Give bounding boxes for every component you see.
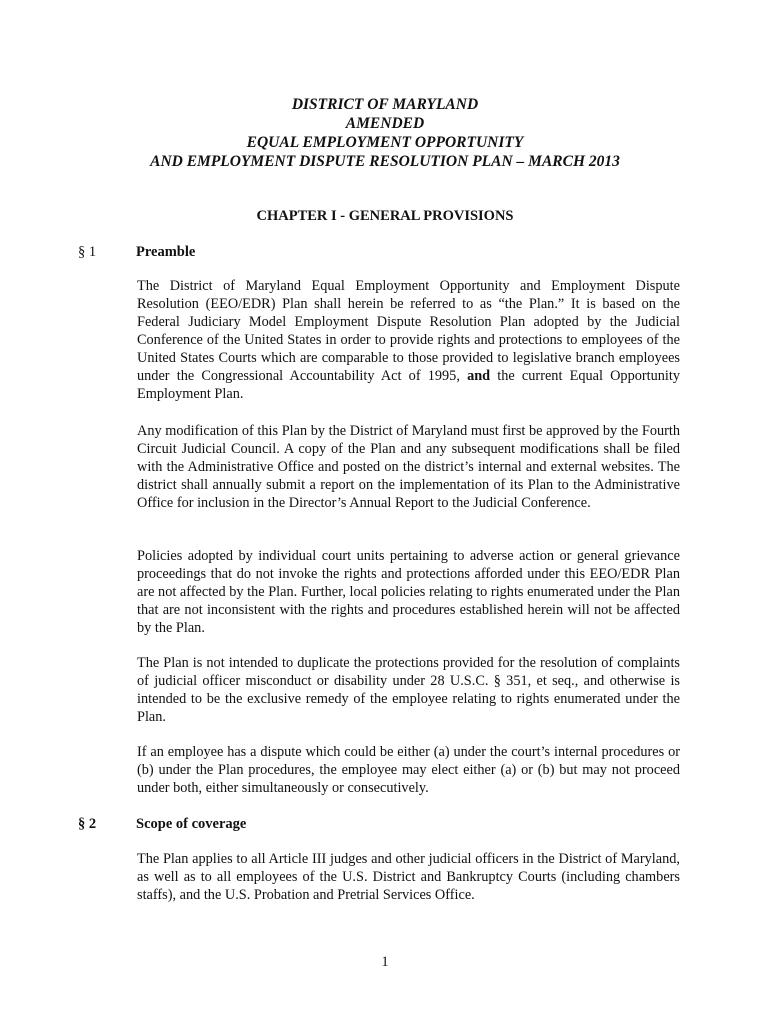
section-1-number: § 1 [78, 244, 97, 260]
section-1-paragraph-2: Any modification of this Plan by the District of Maryland must first be approved by the Fourth Circuit Judicial Council. A copy of the Plan and any subsequent modifications shall be filed with the Administrative Office and posted on the district’s internal and external websites. The district shall annually submit a report on the implementation of its Plan to the Administrative Office for inclusion in the Director’s Annual Report to the Judicial Conference. [137, 423, 680, 511]
section-1-paragraph-3: Policies adopted by individual court units pertaining to adverse action or general grievance proceedings that do not invoke the rights and protections afforded under this EEO/EDR Plan are not affected by the Plan. Further, local policies relating to rights enumerated under the Plan that are not inconsistent with the rights and procedures established herein will not be affected by the Plan. [137, 548, 680, 636]
chapter-heading: CHAPTER I - GENERAL PROVISIONS [256, 208, 514, 224]
paragraph-bold-text: and [467, 368, 491, 384]
section-1-heading [78, 243, 195, 261]
section-2-number: § 2 [78, 816, 97, 832]
title-line-2: AMENDED [345, 115, 425, 132]
paragraph-text: The District of Maryland Equal Employment Opportunity and Employment Dispute Resolution (EEO/EDR) Plan shall herein be referred to as “the Plan.” It is based on the Federal Judiciary Model Employment Dispute Resolution Plan adopted by the Judicial Conference of the United States in order to provide rights and protections to employees of the United States Courts which are comparable to those provided to legislative branch employees under the Congressional Accountability Act of 1995, [137, 278, 680, 384]
section-1-paragraph-4: The Plan is not intended to duplicate the protections provided for the resolution of complaints of judicial officer misconduct or disability under 28 U.S.C. § 351, et seq., and otherwise is intended to be the exclusive remedy of the employee relating to rights enumerated under the Plan. [137, 655, 680, 725]
title-line-3: EQUAL EMPLOYMENT OPPORTUNITY [246, 134, 524, 151]
title-line-1: DISTRICT OF MARYLAND [291, 96, 479, 113]
paragraph-text: the current Equal Opportunity Employment Plan. [137, 368, 680, 402]
section-2-title: Scope of coverage [136, 816, 247, 832]
section-2-heading [78, 815, 246, 833]
page-number: 1 [381, 954, 389, 970]
document-title [0, 95, 770, 171]
title-line-4: AND EMPLOYMENT DISPUTE RESOLUTION PLAN – MARCH 2013 [150, 153, 620, 170]
section-2-paragraph-1: The Plan applies to all Article III judges and other judicial officers in the District of Maryland, as well as to all employees of the U.S. District and Bankruptcy Courts (including chambers staffs), and the U.S. Probation and Pretrial Services Office. [137, 851, 680, 903]
section-1-paragraph-1 [137, 277, 680, 403]
section-1-title: Preamble [136, 244, 196, 260]
section-1-paragraph-5: If an employee has a dispute which could be either (a) under the court’s internal procedures or (b) under the Plan procedures, the employee may elect either (a) or (b) but may not proceed under both, either simultaneously or consecutively. [137, 744, 680, 796]
